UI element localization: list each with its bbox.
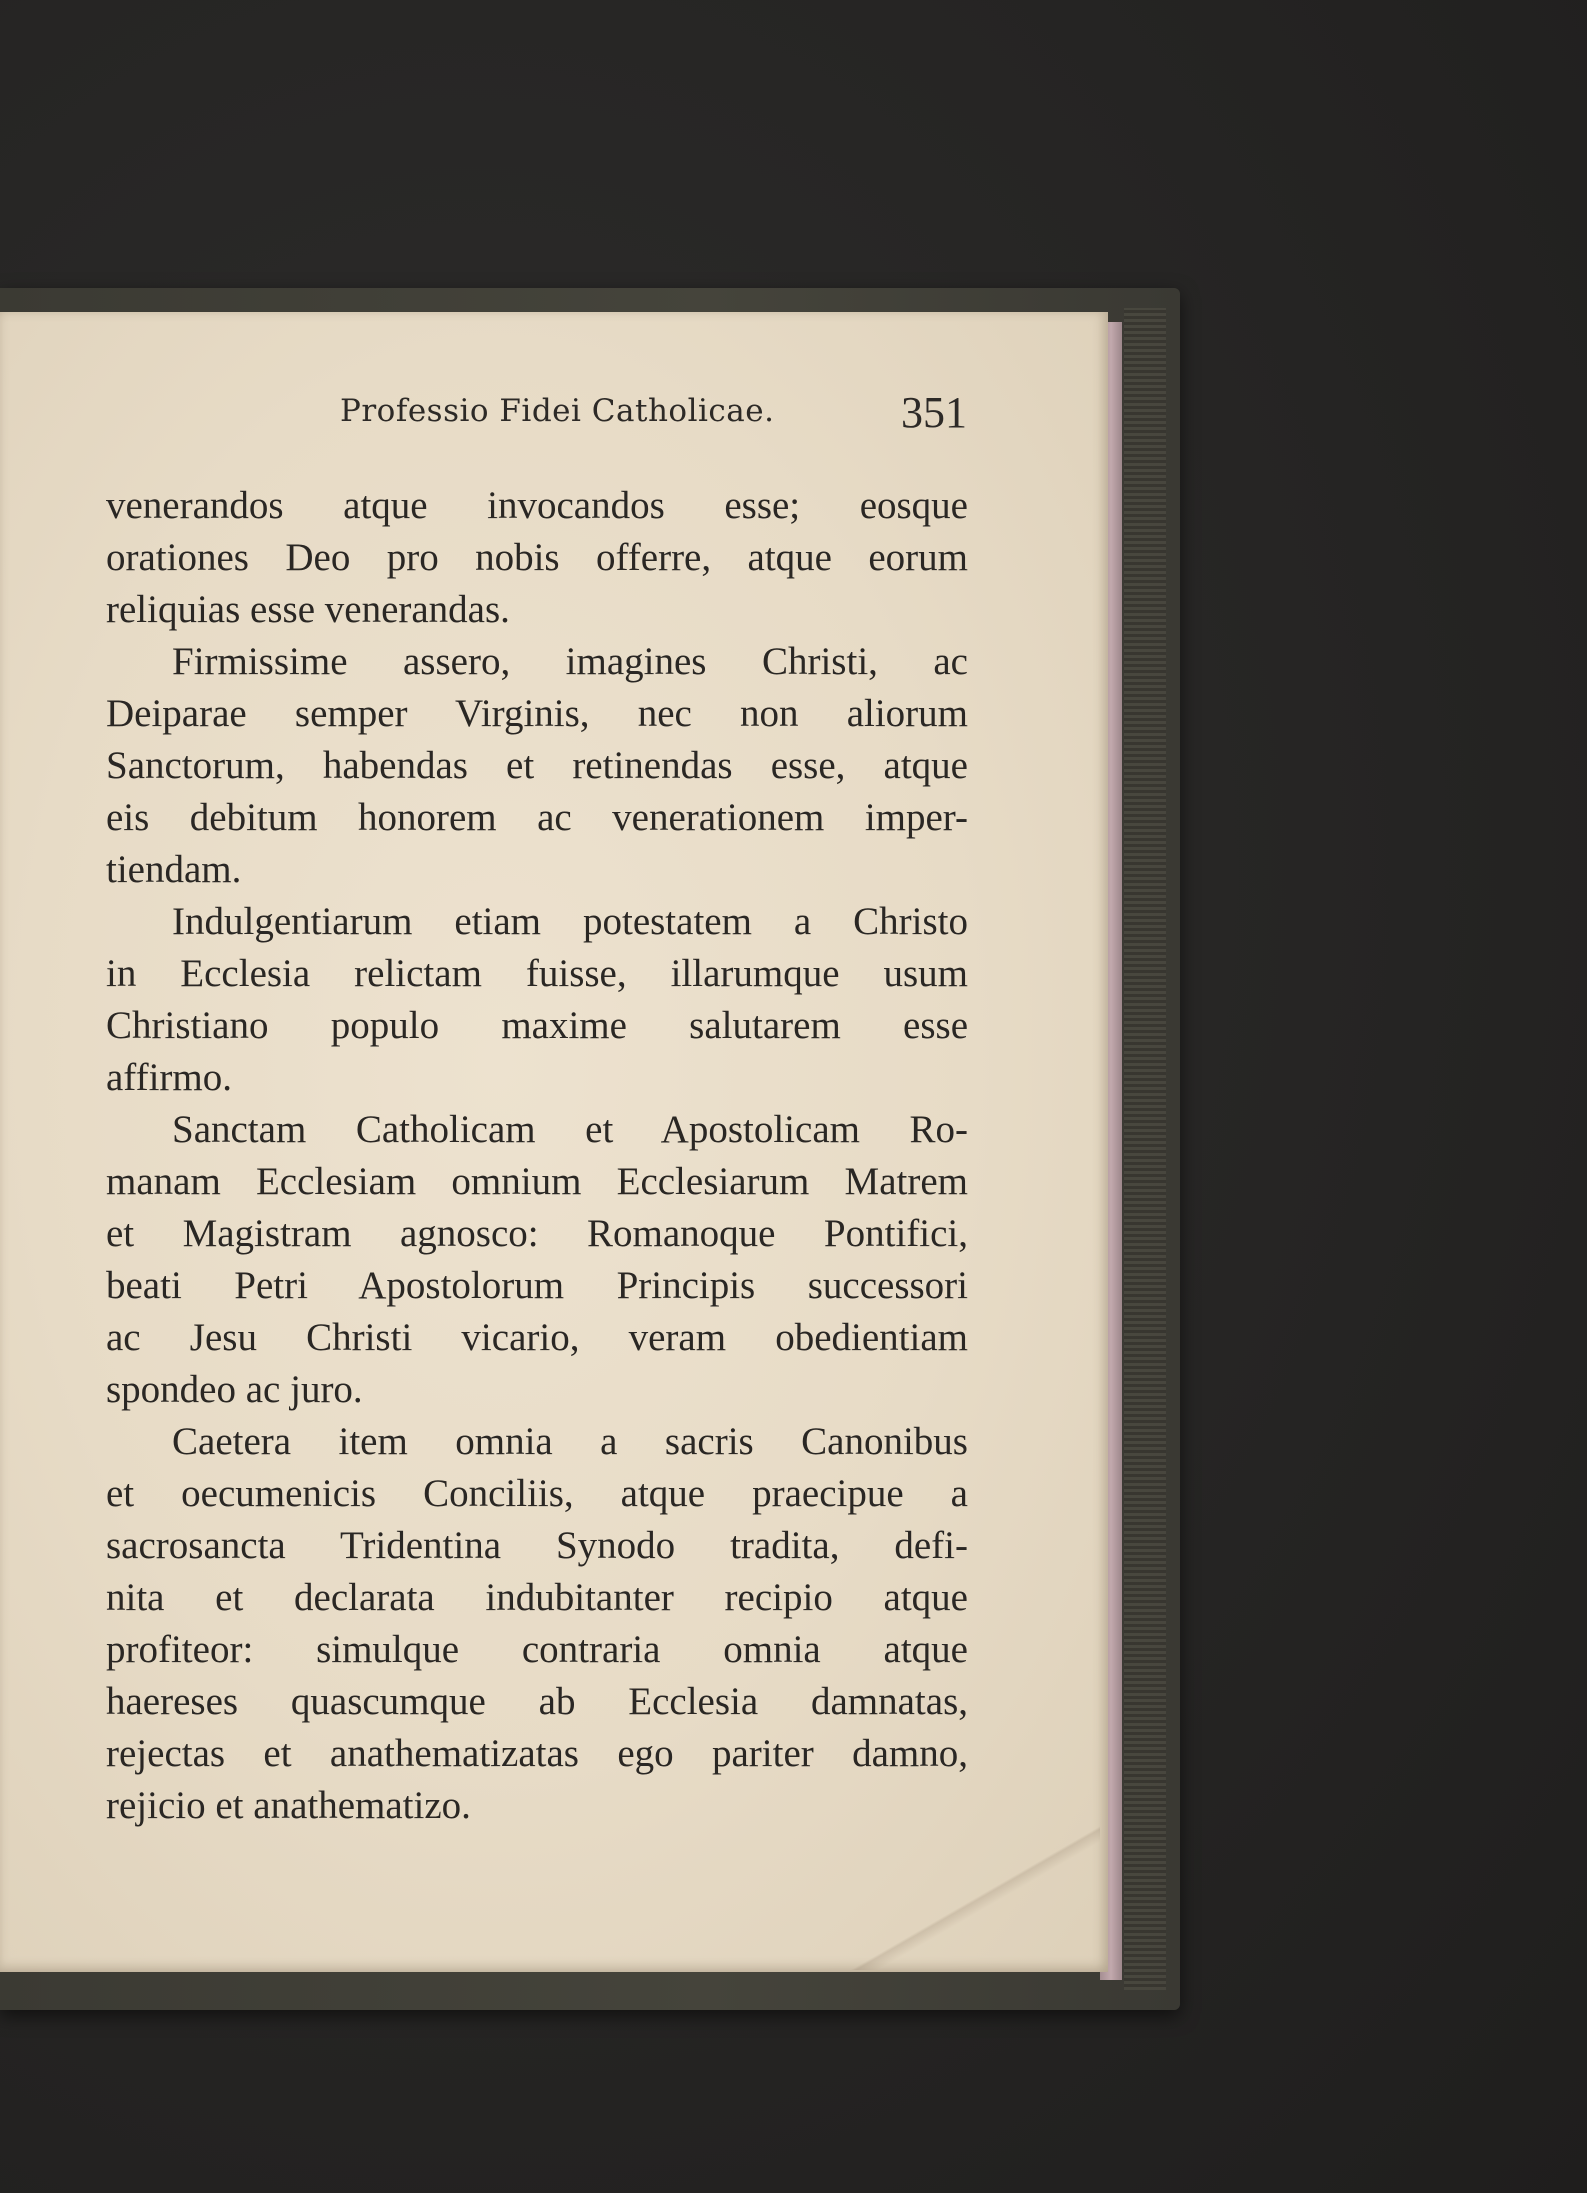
text-line: affirmo. bbox=[106, 1056, 232, 1099]
text-line: tiendam. bbox=[106, 848, 242, 891]
paragraph bbox=[106, 1416, 968, 1832]
text-line: reliquias esse venerandas. bbox=[106, 588, 510, 631]
text-line: orationes Deo pro nobis offerre, atque eorum bbox=[106, 536, 968, 579]
text-line: ac Jesu Christi vicario, veram obedientiam bbox=[106, 1316, 968, 1359]
text-line: et Magistram agnosco: Romanoque Pontifici, bbox=[106, 1212, 968, 1255]
text-line: nita et declarata indubitanter recipio atque bbox=[106, 1576, 968, 1619]
text-line: Christiano populo maxime salutarem esse bbox=[106, 1004, 968, 1047]
text-line: venerandos atque invocandos esse; eosque bbox=[106, 484, 968, 527]
text-line: et oecumenicis Conciliis, atque praecipue a bbox=[106, 1472, 968, 1515]
body-text bbox=[106, 480, 968, 1832]
text-line: sacrosancta Tridentina Synodo tradita, defi- bbox=[106, 1524, 968, 1567]
text-line: in Ecclesia relictam fuisse, illarumque usum bbox=[106, 952, 968, 995]
text-line: Indulgentiarum etiam potestatem a Christo bbox=[172, 900, 968, 943]
text-line: Deiparae semper Virginis, nec non aliorum bbox=[106, 692, 968, 735]
paragraph bbox=[106, 1104, 968, 1416]
text-line: haereses quascumque ab Ecclesia damnatas, bbox=[106, 1680, 968, 1723]
paragraph bbox=[106, 636, 968, 896]
text-line: profiteor: simulque contraria omnia atque bbox=[106, 1628, 968, 1671]
text-line: Sanctam Catholicam et Apostolicam Ro- bbox=[172, 1108, 968, 1151]
paragraph bbox=[106, 896, 968, 1104]
text-line: eis debitum honorem ac venerationem imper- bbox=[106, 796, 968, 839]
text-line: rejectas et anathematizatas ego pariter damno, bbox=[106, 1732, 968, 1775]
running-head bbox=[0, 388, 1108, 443]
text-line: Sanctorum, habendas et retinendas esse, atque bbox=[106, 744, 968, 787]
page-number: 351 bbox=[901, 388, 967, 437]
text-line: Firmissime assero, imagines Christi, ac bbox=[172, 640, 968, 683]
text-line: Caetera item omnia a sacris Canonibus bbox=[172, 1420, 968, 1463]
running-title: Professio Fidei Catholicae. bbox=[340, 393, 775, 429]
paragraph bbox=[106, 480, 968, 636]
text-line: beati Petri Apostolorum Principis successori bbox=[106, 1264, 968, 1307]
text-line: manam Ecclesiam omnium Ecclesiarum Matrem bbox=[106, 1160, 968, 1203]
text-line: rejicio et anathematizo. bbox=[106, 1784, 471, 1827]
text-line: spondeo ac juro. bbox=[106, 1368, 363, 1411]
